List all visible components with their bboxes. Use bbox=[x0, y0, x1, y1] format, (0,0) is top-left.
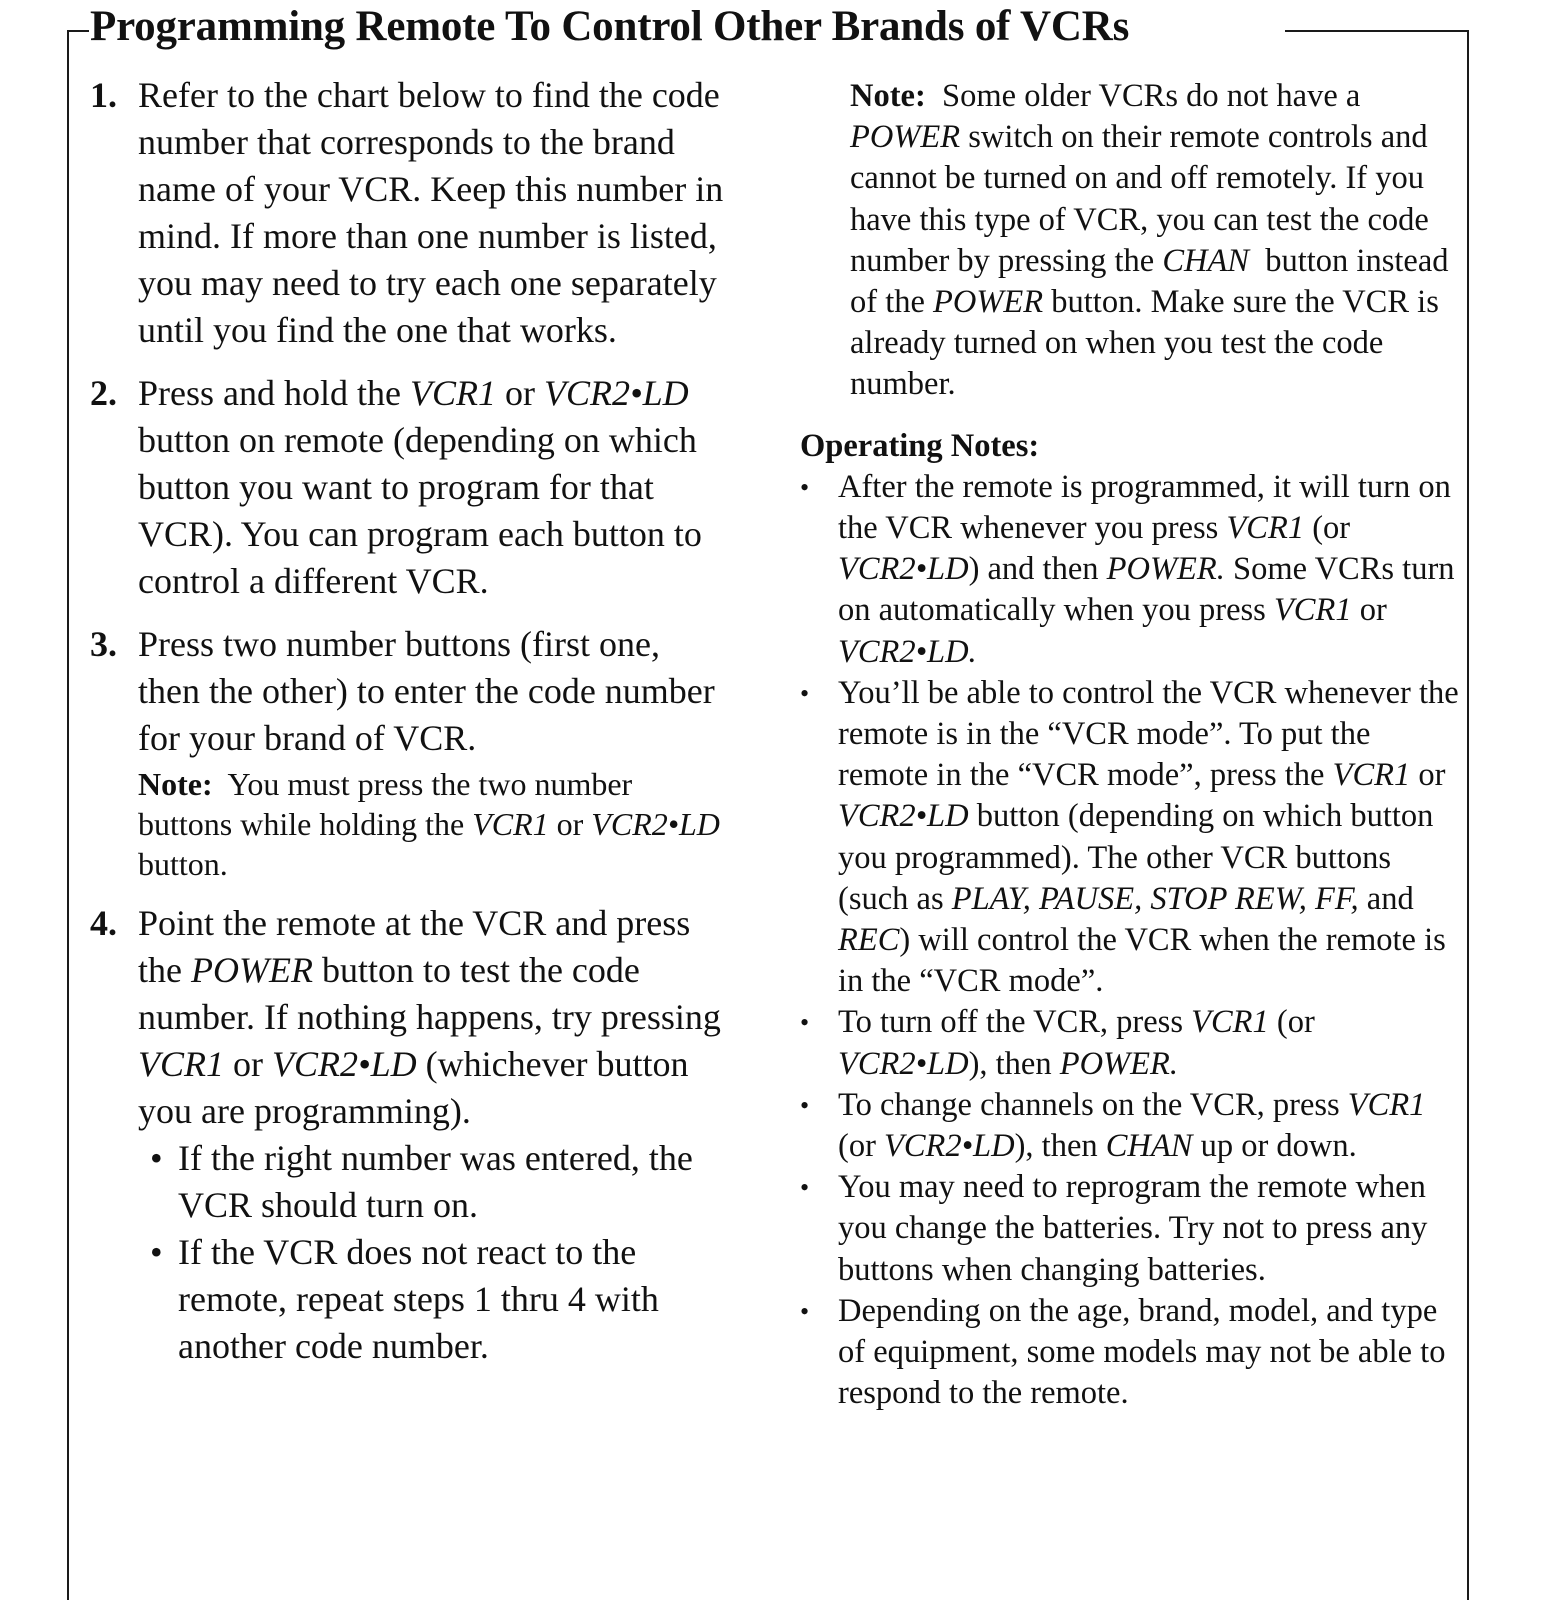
note-text: ), then bbox=[1014, 1128, 1106, 1165]
bullet-icon: • bbox=[150, 1232, 163, 1272]
note-text: (or bbox=[1268, 1004, 1315, 1041]
power-switch-note bbox=[800, 76, 1460, 406]
step-text: or bbox=[495, 373, 544, 413]
step-3 bbox=[90, 621, 730, 884]
frame-right-border bbox=[1467, 30, 1469, 1600]
button-name: CHAN bbox=[1105, 1128, 1193, 1165]
step-text: Refer to the chart below to find the code number that corresponds to the brand name of your VCR. Keep this number in mind. If more than one number is listed, you may need to try each one separately until you find the one that works. bbox=[138, 75, 724, 350]
note-text: You may need to reprogram the remote when you change the batteries. Try not to press any buttons when changing batteries. bbox=[838, 1169, 1428, 1288]
note-text: Some VCRs turn on automatically when you press bbox=[838, 551, 1455, 629]
button-name: VCR1 bbox=[409, 373, 496, 413]
bullet-icon: • bbox=[800, 1090, 810, 1120]
step-2 bbox=[90, 370, 730, 605]
step-4-bullets bbox=[138, 1135, 730, 1370]
note-text: ) will control the VCR when the remote is in the “VCR mode”. bbox=[838, 922, 1446, 1000]
button-name: VCR1 bbox=[1347, 1086, 1426, 1123]
button-name: POWER bbox=[190, 950, 313, 990]
note-text: button. Make sure the VCR is already turned on when you test the code number. bbox=[850, 284, 1439, 403]
button-name: VCR2•LD bbox=[543, 373, 689, 413]
list-item bbox=[800, 673, 1460, 1003]
note-text: button. bbox=[138, 846, 228, 882]
button-name: VCR1 bbox=[1191, 1004, 1269, 1041]
button-name: VCR1 bbox=[138, 1044, 224, 1084]
note-text: button (depending on which button you programmed). The other VCR buttons (such as bbox=[838, 798, 1434, 917]
button-name: VCR2•LD bbox=[591, 806, 720, 842]
note-text: ), then bbox=[968, 1045, 1060, 1082]
step-text: Point the remote at the VCR and press the bbox=[138, 903, 691, 990]
list-item bbox=[800, 1291, 1460, 1415]
step-1 bbox=[90, 72, 730, 354]
step-text: Press and hold the bbox=[138, 373, 410, 413]
page-title: Programming Remote To Control Other Brands of VCRs bbox=[90, 3, 1130, 50]
bullet-icon: • bbox=[800, 472, 810, 502]
notes-column bbox=[800, 76, 1460, 1415]
note-text: Some older VCRs do not have a bbox=[925, 78, 1369, 114]
step-number: 2. bbox=[90, 373, 117, 413]
button-name: VCR2•LD bbox=[272, 1044, 417, 1084]
bullet-icon: • bbox=[150, 1138, 163, 1178]
frame-left-border bbox=[67, 30, 69, 1600]
button-name: POWER. bbox=[1059, 1045, 1178, 1082]
step-number: 4. bbox=[90, 903, 117, 943]
list-item bbox=[138, 1135, 730, 1229]
button-name: REC bbox=[838, 922, 900, 959]
button-name: VCR2•LD bbox=[884, 1128, 1015, 1165]
operating-notes-list bbox=[800, 467, 1460, 1415]
step-number: 3. bbox=[90, 624, 117, 664]
step-number: 1. bbox=[90, 75, 117, 115]
step-4 bbox=[90, 900, 730, 1370]
note-label: Note: bbox=[138, 766, 213, 802]
bullet-text: If the VCR does not react to the remote, repeat steps 1 thru 4 with another code number. bbox=[178, 1232, 659, 1366]
step-text: button on remote (depending on which button you want to program for that VCR). You can program each button to control a different VCR. bbox=[138, 420, 702, 601]
frame-top-right-border bbox=[1285, 30, 1469, 32]
button-name: VCR1 bbox=[1332, 757, 1411, 794]
note-text: Depending on the age, brand, model, and type of equipment, some models may not be able to respond to the remote. bbox=[838, 1292, 1446, 1412]
note-text: To change channels on the VCR, press bbox=[838, 1086, 1348, 1123]
instructions-column bbox=[90, 72, 730, 1386]
bullet-icon: • bbox=[800, 678, 810, 708]
step-text: or bbox=[224, 1044, 272, 1084]
note-text: ) and then bbox=[968, 551, 1107, 588]
note-text: (or bbox=[1304, 510, 1351, 547]
list-item bbox=[800, 1085, 1460, 1167]
button-name: VCR2•LD bbox=[838, 798, 969, 835]
note-text: up or down. bbox=[1192, 1128, 1357, 1165]
button-name: POWER bbox=[850, 119, 961, 156]
step-note bbox=[138, 764, 730, 884]
button-name: CHAN bbox=[1162, 242, 1249, 279]
operating-notes-heading: Operating Notes: bbox=[800, 427, 1040, 464]
note-text: and bbox=[1358, 880, 1414, 917]
bullet-icon: • bbox=[800, 1296, 810, 1326]
note-text: You’ll be able to control the VCR whenever the remote is in the “VCR mode”. To put the remote in the “VCR mode”, press the bbox=[838, 674, 1459, 794]
button-name: PLAY, PAUSE, STOP REW, FF, bbox=[951, 880, 1359, 917]
bullet-icon: • bbox=[800, 1173, 810, 1203]
bullet-text: If the right number was entered, the VCR should turn on. bbox=[178, 1138, 693, 1225]
step-text: Press two number buttons (first one, then the other) to enter the code number for your brand of VCR. bbox=[138, 624, 715, 758]
step-text: (whichever button you are programming). bbox=[138, 1044, 689, 1131]
button-name: VCR1 bbox=[1226, 510, 1305, 547]
note-text: To turn off the VCR, press bbox=[838, 1004, 1192, 1041]
button-name: POWER. bbox=[1106, 551, 1225, 588]
button-name: VCR1 bbox=[1273, 592, 1352, 629]
note-text: or bbox=[548, 806, 592, 842]
note-text: or bbox=[1410, 757, 1446, 794]
button-name: VCR2•LD bbox=[838, 1045, 969, 1082]
bullet-icon: • bbox=[800, 1008, 810, 1038]
button-name: VCR2•LD bbox=[838, 551, 969, 588]
note-text: or bbox=[1351, 592, 1387, 629]
note-text: (or bbox=[838, 1128, 885, 1165]
note-text: button instead of the bbox=[850, 242, 1457, 321]
frame-top-left-border bbox=[67, 30, 89, 32]
note-label: Note: bbox=[850, 78, 926, 114]
step-text: button to test the code number. If nothing happens, try pressing bbox=[138, 950, 721, 1037]
note-text: switch on their remote controls and cannot be turned on and off remotely. If you have this type of VCR, you can test the code number by pressing the bbox=[850, 119, 1429, 279]
list-item bbox=[800, 1167, 1460, 1291]
button-name: VCR1 bbox=[472, 806, 549, 842]
button-name: POWER bbox=[933, 284, 1044, 321]
list-item bbox=[138, 1229, 730, 1370]
note-text: After the remote is programmed, it will turn on the VCR whenever you press bbox=[838, 468, 1451, 547]
note-text: You must press the two number buttons while holding the bbox=[138, 766, 641, 842]
button-name: VCR2•LD. bbox=[838, 633, 977, 670]
list-item bbox=[800, 467, 1460, 673]
list-item bbox=[800, 1002, 1460, 1084]
